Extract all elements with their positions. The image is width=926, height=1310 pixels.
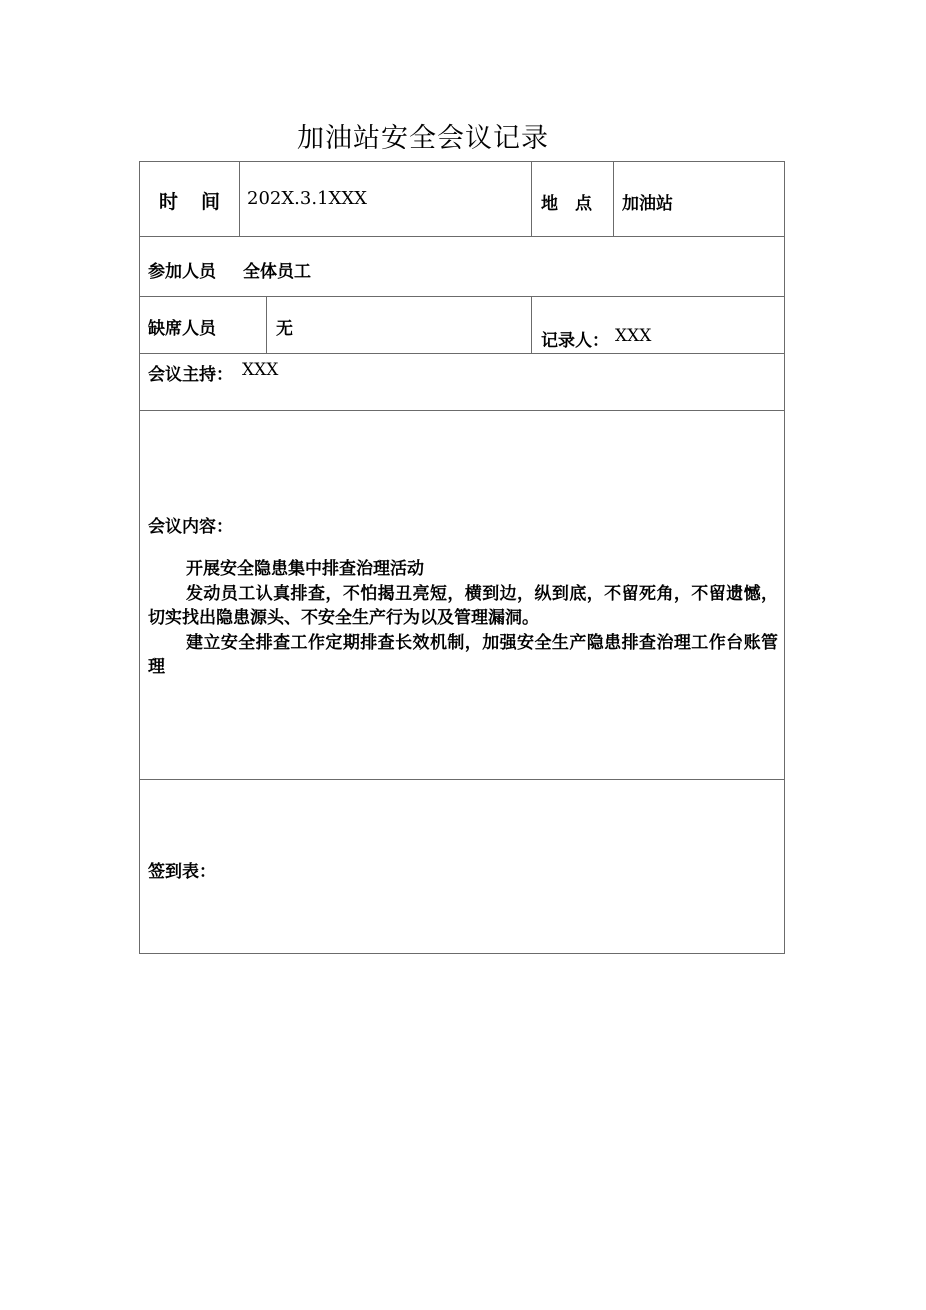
host-label: 会议主持： bbox=[148, 365, 233, 385]
attendees-row bbox=[139, 236, 785, 297]
time-value-cell bbox=[239, 161, 532, 237]
content-label: 会议内容： bbox=[148, 517, 233, 537]
attendees-value: 全体员工 bbox=[243, 262, 311, 282]
absent-value-cell bbox=[266, 296, 532, 354]
document-title: 加油站安全会议记录 bbox=[297, 123, 549, 154]
time-label-cell bbox=[139, 161, 240, 237]
place-value-cell bbox=[613, 161, 785, 237]
attendees-label: 参加人员 bbox=[148, 262, 216, 282]
signin-cell bbox=[139, 779, 785, 954]
time-label: 时 间 bbox=[159, 191, 223, 213]
place-label-cell bbox=[531, 161, 614, 237]
recorder-label: 记录人： bbox=[541, 331, 609, 351]
content-paragraph: 发动员工认真排查，不怕揭丑亮短，横到边，纵到底，不留死角，不留遗憾，切实找出隐患源头、不安全生产行为以及管理漏洞。 bbox=[148, 583, 778, 628]
place-value: 加油站 bbox=[622, 194, 673, 214]
absent-label-cell bbox=[139, 296, 267, 354]
content-paragraph: 建立安全排查工作定期排查长效机制，加强安全生产隐患排查治理工作台账管理 bbox=[148, 632, 778, 677]
host-row bbox=[139, 353, 785, 411]
meeting-content bbox=[148, 557, 778, 680]
recorder-cell bbox=[531, 296, 785, 354]
absent-label: 缺席人员 bbox=[148, 319, 216, 339]
time-value: 202X.3.1XXX bbox=[247, 188, 367, 209]
recorder-value: XXX bbox=[615, 326, 652, 346]
content-paragraph: 开展安全隐患集中排查治理活动 bbox=[186, 559, 424, 579]
place-label: 地 点 bbox=[541, 194, 592, 214]
signin-label: 签到表： bbox=[148, 862, 216, 882]
absent-value: 无 bbox=[276, 319, 293, 339]
host-value: XXX bbox=[242, 360, 279, 380]
